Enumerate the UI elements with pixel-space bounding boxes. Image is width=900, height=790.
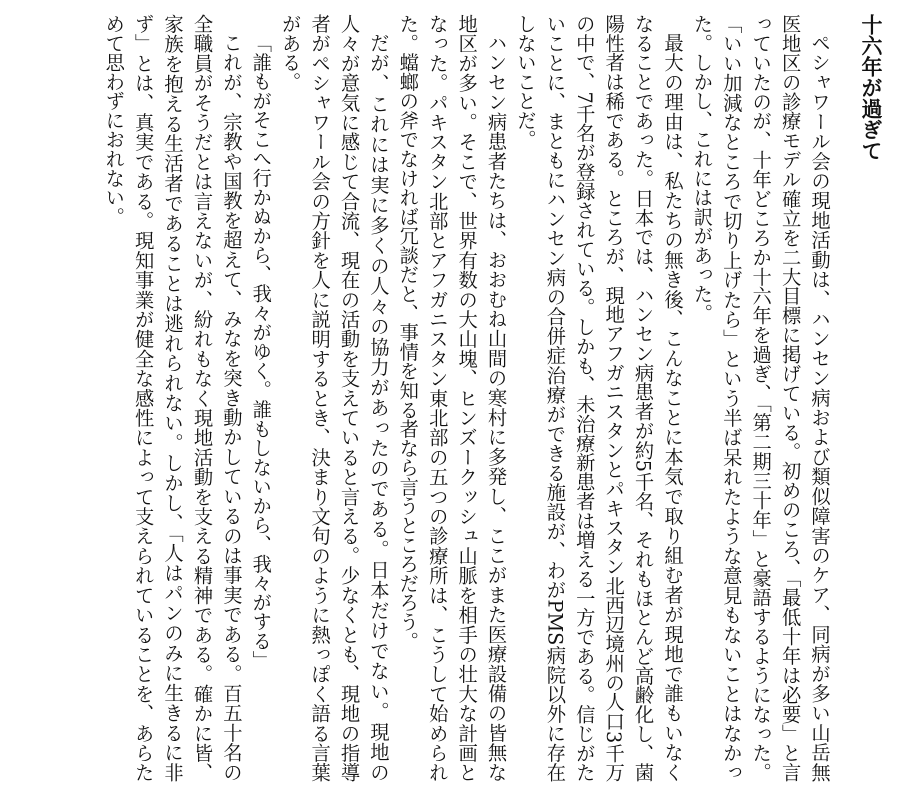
article-title: 十六年が過ぎて bbox=[859, 14, 883, 161]
quote-paragraph: 「誰もがそこへ行かぬから、我々がゆく。誰もしないから、我々がする」 bbox=[249, 33, 273, 670]
paragraph-2: 最大の理由は、私たちの無き後、こんなことに本気で取り組む者が現地で誰もいなくなることであった。日本では、ハンセン病患者が約5千名、それもほとんど高齢化し、菌陽性者は稀である。ところが、現地アフガニスタンとパキスタン北西辺境州の人口3千万の中で、7千名が登録されている。しかも、未治療新患者は増える一方である。信じがたいことに、まともにハンセン病の合併症治療ができる施設が、わがPMS病院以外に存在しないことだ。 bbox=[513, 14, 684, 782]
paragraph-4: だが、これには実に多くの人々の協力があったのである。日本だけでない。現地の人々が意気に感じて合流、現在の活動を支えていると言える。少なくとも、現地の指導者がペシャワール会の方針を人に説明するとき、決まり文句のように熱っぽく語る言葉がある。 bbox=[278, 14, 390, 782]
paragraph-6: これが、宗教や国教を超えて、みなを突き動かしているのは事実である。百五十名の全職員がそうだとは言えないが、紛れもなく現地活動を支える精神である。確かに皆、家族を抱える生活者であることは逃れられない。しかし、「人はパンのみに生きるに非ず」とは、真実である。現知事業が健全な感性によって支えられていることを、あらためて思わずにおれない。 bbox=[102, 14, 243, 782]
paragraph-1: ペシャワール会の現地活動は、ハンセン病および類似障害のケア、同病が多い山岳無医地区の診療モデル確立を二大目標に掲げている。初めのころ、「最低十年は必要」と言っていたのが、十年どころか十六年を過ぎ、「第二期三十年」と豪語するようになった。「いい加減なところで切り上げたら」という半ば呆れたような意見もないことはなかった。しかし、これには訳があった。 bbox=[690, 14, 831, 782]
paragraph-3: ハンセン病患者たちは、おおむね山間の寒村に多発し、ここがまた医療設備の皆無な地区が多い。そこで、世界有数の大山塊、ヒンズークッシュ山脈を相手の壮大な計画となった。パキスタン北部とアフガニスタン東北部の五つの診療所は、こうして始められた。蟷螂の斧でなければ冗談だと、事情を知る者なら言うところだろう。 bbox=[396, 14, 508, 782]
